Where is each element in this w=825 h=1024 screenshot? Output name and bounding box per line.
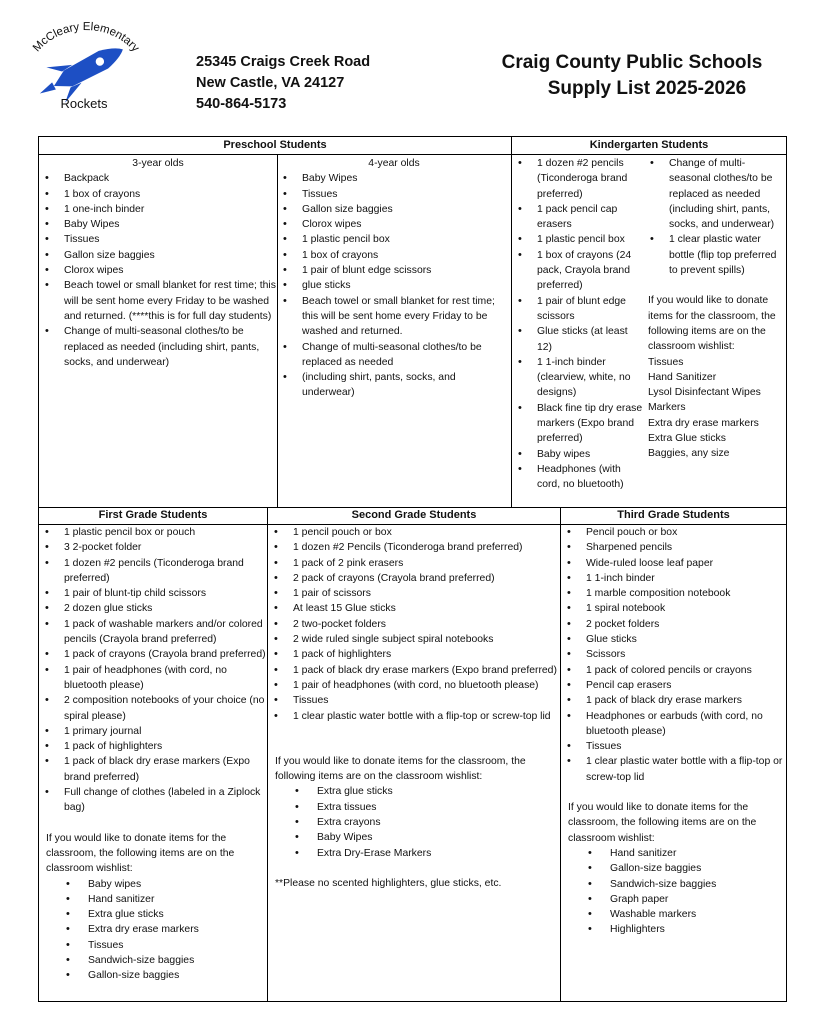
list-item: • 1 pack of colored pencils or crayons	[562, 663, 785, 678]
list-item: • 1 primary journal	[40, 724, 266, 739]
list-item: • Headphones or earbuds (with cord, no bluetooth please)	[562, 709, 785, 740]
list-item: • 1 pack of crayons (Crayola brand preferred)	[40, 647, 266, 662]
district-title	[497, 50, 767, 102]
list-item: • 1 pack of highlighters	[40, 739, 266, 754]
list-item: • 1 dozen #2 pencils (Ticonderoga brand preferred)	[513, 156, 643, 202]
list-item: • Extra glue sticks	[269, 784, 559, 799]
list-item: • 1 clear plastic water bottle with a flip-top or screw-top lid	[269, 709, 559, 724]
list-item: • 1 clear plastic water bottle with a flip-top or screw-top lid	[562, 754, 785, 785]
list-item: • Clorox wipes	[40, 263, 276, 278]
list-item: • Change of multi-seasonal clothes/to be replaced as needed (including shirt, pants, socks, and underwear)	[40, 324, 276, 370]
list-item: • Hand sanitizer	[562, 846, 785, 861]
list-item: • Glue sticks (at least 12)	[513, 324, 643, 355]
second-grade-list	[269, 525, 559, 724]
list-item: • Sharpened pencils	[562, 540, 785, 555]
list-item: • 1 plastic pencil box	[513, 232, 643, 247]
preschool-4yr-section	[278, 156, 510, 506]
second-grade-header: Second Grade Students	[268, 508, 560, 525]
three-year-list	[40, 171, 276, 370]
list-item: • Change of multi-seasonal clothes/to be replaced as needed (including shirt, pants, socks, and underwear)	[645, 156, 785, 232]
address-street: 25345 Craigs Creek Road	[196, 54, 371, 70]
list-item: • Baby Wipes	[269, 830, 559, 845]
list-item: • 2 pocket folders	[562, 617, 785, 632]
list-item: • 2 dozen glue sticks	[40, 601, 266, 616]
list-item: • 1 one-inch binder	[40, 202, 276, 217]
list-item: • Beach towel or small blanket for rest time; this will be sent home every Friday to be washed and returned. (****this is for full day students)	[40, 278, 276, 324]
list-item: • Extra crayons	[269, 815, 559, 830]
kindergarten-header: Kindergarten Students	[512, 137, 786, 155]
list-item: • 1 marble composition notebook	[562, 586, 785, 601]
list-item: • Extra Dry-Erase Markers	[269, 846, 559, 861]
logo-arc-text: McCleary Elementary	[30, 20, 142, 55]
wishlist-item: Extra dry erase markers	[648, 417, 759, 429]
list-item: • Pencil pouch or box	[562, 525, 785, 540]
list-item: • 1 clear plastic water bottle (flip top preferred to prevent spills)	[645, 232, 785, 278]
kindergarten-wishlist-intro: If you would like to donate items for the classroom, the following items are on the classroom wishlist:	[648, 295, 776, 353]
list-item: • 1 box of crayons (24 pack, Crayola brand preferred)	[513, 248, 643, 294]
wishlist-item: Hand Sanitizer	[648, 371, 717, 383]
list-item: • 1 dozen #2 pencils (Ticonderoga brand preferred)	[40, 556, 266, 587]
district-name: Craig County Public Schools	[501, 52, 763, 73]
list-item: • Beach towel or small blanket for rest time; this will be sent home every Friday to be washed and returned.	[278, 294, 510, 340]
list-item: • 2 composition notebooks of your choice (no spiral please)	[40, 693, 266, 724]
list-item: • Baby Wipes	[278, 171, 510, 186]
second-grade-section	[269, 525, 559, 1001]
list-item: • 1 1-inch binder	[562, 571, 785, 586]
first-grade-section	[40, 525, 266, 1001]
list-item: • 1 pack of highlighters	[269, 647, 559, 662]
wishlist-item: Extra Glue sticks	[648, 433, 726, 445]
kindergarten-wishlist	[645, 355, 785, 462]
list-item: • Full change of clothes (labeled in a Ziplock bag)	[40, 785, 266, 816]
second-grade-wishlist	[269, 784, 559, 860]
list-item: • 1 pack pencil cap erasers	[513, 202, 643, 233]
address-city: New Castle, VA 24127	[196, 75, 345, 91]
list-item: • 1 pack of 2 pink erasers	[269, 556, 559, 571]
first-grade-wishlist	[40, 877, 266, 984]
list-item: • 1 1-inch binder (clearview, white, no designs)	[513, 355, 643, 401]
list-item: • 2 wide ruled single subject spiral notebooks	[269, 632, 559, 647]
list-item: • Pencil cap erasers	[562, 678, 785, 693]
kindergarten-col1	[513, 156, 643, 506]
list-item: • Graph paper	[562, 892, 785, 907]
kindergarten-col2	[645, 156, 785, 506]
list-item: • Tissues	[40, 938, 266, 953]
preschool-header: Preschool Students	[39, 137, 511, 155]
page-header	[0, 0, 825, 136]
third-grade-section	[562, 525, 785, 1001]
phone-number: 540-864-5173	[196, 96, 287, 112]
logo-mascot-text: Rockets	[60, 96, 108, 111]
second-grade-wishlist-intro: If you would like to donate items for the classroom, the following items are on the classroom wishlist:	[275, 755, 526, 783]
list-item: • Extra dry erase markers	[40, 922, 266, 937]
first-grade-wishlist-intro: If you would like to donate items for the classroom, the following items are on the classroom wishlist:	[46, 832, 235, 875]
wishlist-item: Baggies, any size	[648, 448, 730, 460]
preschool-3yr-section	[40, 156, 276, 506]
list-item: • 1 dozen #2 Pencils (Ticonderoga brand preferred)	[269, 540, 559, 555]
kindergarten-list-2	[645, 156, 785, 278]
list-item: • Headphones (with cord, no bluetooth)	[513, 462, 643, 493]
wishlist-item: Markers	[648, 402, 686, 414]
third-grade-list	[562, 525, 785, 785]
list-item: • 1 box of crayons	[40, 187, 276, 202]
list-item: • Tissues	[278, 187, 510, 202]
school-logo	[18, 18, 150, 118]
list-item: • 2 two-pocket folders	[269, 617, 559, 632]
first-grade-list	[40, 525, 266, 816]
list-item: • Backpack	[40, 171, 276, 186]
list-item: • Gallon size baggies	[278, 202, 510, 217]
list-item: • 1 pair of headphones (with cord, no bluetooth please)	[40, 663, 266, 694]
list-item: • Tissues	[40, 232, 276, 247]
list-item: • 1 plastic pencil box or pouch	[40, 525, 266, 540]
third-grade-wishlist	[562, 846, 785, 938]
list-item: • 3 2-pocket folder	[40, 540, 266, 555]
list-item: • Gallon size baggies	[40, 248, 276, 263]
list-item: • 1 pair of headphones (with cord, no bluetooth please)	[269, 678, 559, 693]
supply-list-title: Supply List 2025-2026	[547, 78, 747, 99]
first-grade-header: First Grade Students	[39, 508, 267, 525]
wishlist-item: Lysol Disinfectant Wipes	[648, 387, 761, 399]
list-item: • Extra glue sticks	[40, 907, 266, 922]
list-item: • 1 pair of blunt-tip child scissors	[40, 586, 266, 601]
list-item: • 1 spiral notebook	[562, 601, 785, 616]
second-grade-note: **Please no scented highlighters, glue sticks, etc.	[275, 877, 502, 889]
third-grade-wishlist-intro: If you would like to donate items for the classroom, the following items are on the classroom wishlist:	[568, 802, 757, 844]
list-item: • (including shirt, pants, socks, and underwear)	[278, 370, 510, 401]
list-item: • 1 pencil pouch or box	[269, 525, 559, 540]
list-item: • Baby wipes	[513, 447, 643, 462]
list-item: • Change of multi-seasonal clothes/to be replaced as needed	[278, 340, 510, 371]
school-address	[196, 52, 370, 115]
list-item: • Glue sticks	[562, 632, 785, 647]
list-item: • 1 box of crayons	[278, 248, 510, 263]
list-item: • 1 pair of blunt edge scissors	[513, 294, 643, 325]
list-item: • 1 pack of black dry erase markers	[562, 693, 785, 708]
list-item: • Tissues	[269, 693, 559, 708]
list-item: • 1 pack of washable markers and/or colored pencils (Crayola brand preferred)	[40, 617, 266, 648]
kindergarten-list-1	[513, 156, 643, 493]
list-item: • Clorox wipes	[278, 217, 510, 232]
list-item: • Baby wipes	[40, 877, 266, 892]
svg-text:McCleary Elementary	[31, 21, 142, 55]
list-item: • Hand sanitizer	[40, 892, 266, 907]
three-year-title: 3-year olds	[132, 158, 184, 169]
list-item: • 1 pair of scissors	[269, 586, 559, 601]
list-item: • Scissors	[562, 647, 785, 662]
list-item: • glue sticks	[278, 278, 510, 293]
third-grade-header: Third Grade Students	[561, 508, 786, 525]
four-year-list	[278, 171, 510, 400]
list-item: • 1 pack of black dry erase markers (Expo brand preferred)	[269, 663, 559, 678]
list-item: • Gallon-size baggies	[562, 861, 785, 876]
list-item: • At least 15 Glue sticks	[269, 601, 559, 616]
list-item: • Highlighters	[562, 922, 785, 937]
list-item: • 1 pack of black dry erase markers (Expo brand preferred)	[40, 754, 266, 785]
four-year-title: 4-year olds	[368, 158, 420, 169]
list-item: • 1 pair of blunt edge scissors	[278, 263, 510, 278]
list-item: • Extra tissues	[269, 800, 559, 815]
list-item: • 2 pack of crayons (Crayola brand preferred)	[269, 571, 559, 586]
list-item: • Gallon-size baggies	[40, 968, 266, 983]
list-item: • Sandwich-size baggies	[40, 953, 266, 968]
list-item: • Baby Wipes	[40, 217, 276, 232]
list-item: • Tissues	[562, 739, 785, 754]
list-item: • Wide-ruled loose leaf paper	[562, 556, 785, 571]
rocket-logo-icon	[18, 18, 150, 118]
wishlist-item: Tissues	[648, 356, 684, 368]
list-item: • Black fine tip dry erase markers (Expo brand preferred)	[513, 401, 643, 447]
list-item: • Sandwich-size baggies	[562, 877, 785, 892]
list-item: • Washable markers	[562, 907, 785, 922]
list-item: • 1 plastic pencil box	[278, 232, 510, 247]
